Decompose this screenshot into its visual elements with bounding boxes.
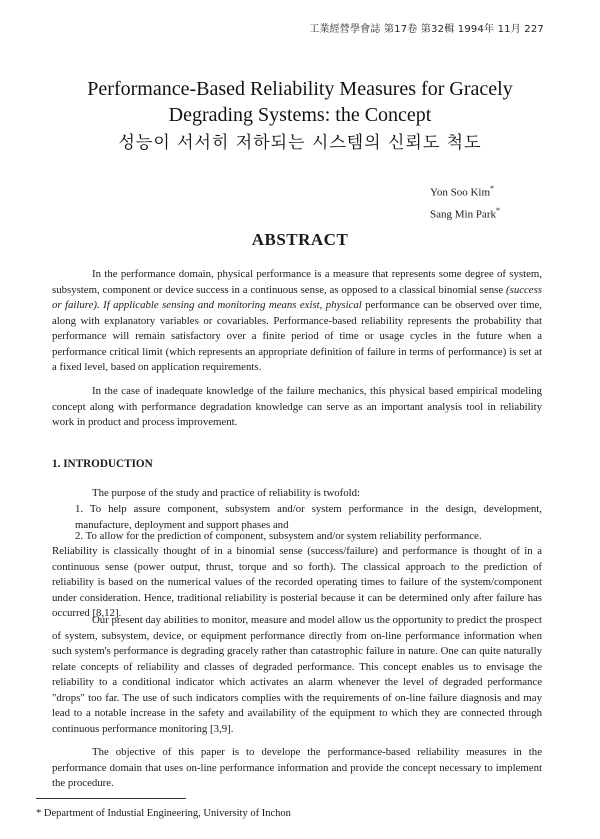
author-2: Sang Min Park* xyxy=(430,205,500,221)
author-list xyxy=(430,180,500,223)
footnote-text: Department of Industial Engineering, University of Inchon xyxy=(43,808,291,819)
intro-paragraph-3: Our present day abilities to monitor, measure and model allow us the opportunity to predict the prospect of system, subsystem, device, or equipment performance directly from on-line performance information when such system's performance is degrading gracely rather than catastrophic failure in nature. One can quite naturally relate concepts of reliability and classes of degraded performance. This concept enables us to envisage the reliability to a conditional indicator which activates an alarm whenever the level of degraded performance "drops" too far. The use of such indicators complies with the requirements of on-line failure diagnosis and may lead to a notable increase in the safety and availability of the equipment to which they are connected through continuous performance monitoring [3,9]. xyxy=(52,614,542,735)
abstract-paragraph-1: In the performance domain, physical performance is a measure that represents some degree of system, subsystem, component or device success in a continuous sense, as opposed to a classical binomial sense (success or failure). If applicable sensing and monitoring means exist, physical performance can be observed over time, along with explanatory variables or covariables. Performance-based reliability represents the probability that performance will remain satisfactory over a finite period of time or usage cycles in the future when a performance critical limit (which represents an appropriate definition of failure in terms of performance) is set at a fixed level, based on application requirements. xyxy=(52,268,542,373)
author-1-mark: * xyxy=(490,184,495,193)
intro-list-item-2: 2. To allow for the prediction of component, subsystem and/or system reliability performance. xyxy=(75,530,482,542)
intro-paragraph-1: The purpose of the study and practice of reliability is twofold: xyxy=(92,487,361,499)
korean-title: 성능이 서서히 저하되는 시스템의 신뢰도 척도 xyxy=(118,133,482,153)
abstract-heading: ABSTRACT xyxy=(251,230,349,249)
author-1: Yon Soo Kim* xyxy=(430,184,495,199)
author-2-mark: * xyxy=(496,205,500,215)
intro-list-item-1: 1. To help assure component, subsystem and/or system performance in the design, development, manufacture, deployment and support phases and xyxy=(75,503,542,531)
footnote-mark: * xyxy=(36,808,42,819)
footnote-divider xyxy=(36,798,186,799)
paper-title xyxy=(40,76,560,128)
intro-paragraph-2: Reliability is classically thought of in a binomial sense (success/failure) and performance is thought of in a continuous sense (power output, thrust, torque and so forth). The classical approach to the prediction of reliability is based on the numerical values of the recorded operating times to failure of the system/component under consideration. Hence, traditional reliability is posterial because it can be determined only after failure has occurred [8,12]. xyxy=(52,545,542,619)
footnote xyxy=(36,808,291,819)
section-heading-introduction: 1. INTRODUCTION xyxy=(52,458,153,470)
intro-paragraph-4: The objective of this paper is to develope the performance-based reliability measures in the performance domain that uses on-line performance information and provide the concept necessary to implement the procedure. xyxy=(52,746,542,789)
journal-reference: 工業經營學會誌 第17卷 第32輯 1994年 11月 227 xyxy=(309,24,544,35)
abstract-paragraph-2: In the case of inadequate knowledge of the failure mechanics, this physical based empirical modeling concept along with performance degradation knowledge can serve as an important analysis tool in reliability work in product and process improvement. xyxy=(52,385,542,428)
title-line-2: Degrading Systems: the Concept xyxy=(168,104,432,126)
title-line-1: Performance-Based Reliability Measures for Gracely xyxy=(87,78,513,100)
